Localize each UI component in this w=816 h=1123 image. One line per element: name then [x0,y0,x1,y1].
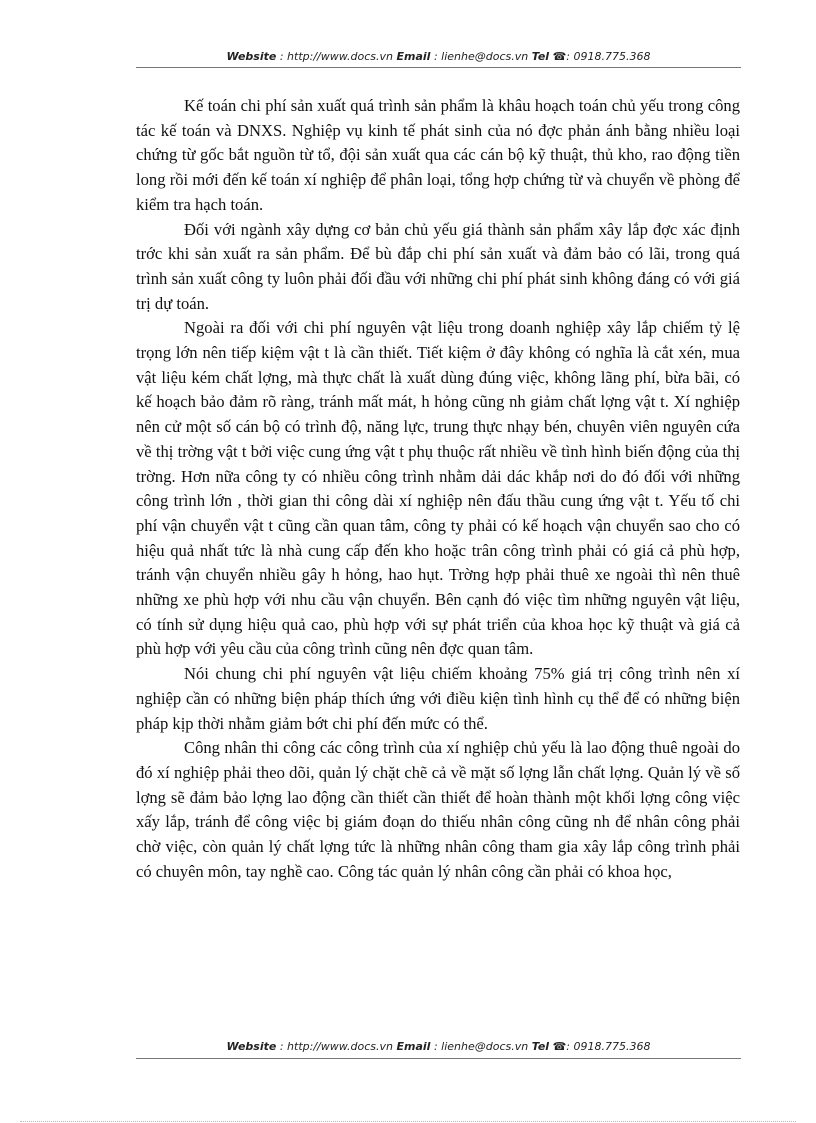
page-boundary [20,1121,796,1122]
paragraph: Công nhân thi công các công trình của xí nghiệp chủ yếu là lao động thuê ngoài do đó xí nghiệp phải theo dõi, quản lý chặt chẽ cả về mặt số lợng lẫn chất lợng. Quản lý về số lợng sẽ đảm bảo lợng lao động cần thiết cần thiết để hoàn thành một khối lợng công việc xấy lắp, tránh để công việc bị giám đoạn do thiếu nhân công cũng nh để nhân công phải chờ việc, còn quản lý chất lợng tức là những nhân công tham gia xây lắp công trình phải có chuyên môn, tay nghề cao. Công tác quản lý nhân công cần phải có khoa học, [136,738,740,881]
footer-email-link[interactable]: : lienhe@docs.vn [433,1040,529,1053]
phone-icon: ☎ [552,1040,567,1053]
footer-website-label: Website [226,1040,277,1053]
header-tel-value: : 0918.775.368 [566,50,651,63]
paragraph: Ngoài ra đối với chi phí nguyên vật liệu trong doanh nghiệp xây lắp chiếm tỷ lệ trọng lớn nên tiếp kiệm vật t là cần thiết. Tiết kiệm ở đây không có nghĩa là cắt xén, mua vật liệu kém chất lợng, mà thực chất là xuất dùng đúng việc, không lãng phí, bừa bãi, có kế hoạch bảo đảm rõ ràng, tránh mất mát, h hỏng cũng nh giảm chất lợng vật t. Xí nghiệp nên cử một số cán bộ có trình độ, năng lực, trung thực nhạy bén, chuyên viên nguyên cứa về thị trờng vật t bởi việc cung ứng vật t phụ thuộc rất nhiều về tình hình biến động của thị trờng. Hơn nữa công ty có nhiều công trình nhằm dải dác khắp nơi do đó đối với những công trình lớn , thời gian thi công dài xí nghiệp nên đấu thầu cung ứng vật t. Yếu tố chi phí vận chuyển vật t cũng cần quan tâm, công ty phải có kế hoạch vận chuyển sao cho có hiệu quả nhất tức là nhà cung cấp đến kho hoặc trân công trình phải có giá cả phù hợp, tránh vận chuyển nhiều gây h hỏng, hao hụt. Trờng hợp phải thuê xe ngoài thì nên thuê những xe phù hợp với nhu cầu vận chuyển. Bên cạnh đó việc tìm những nguyên vật liệu, có tính sử dụng hiệu quả cao, phù hợp với sự phát triển của khoa học kỹ thuật và giá cả phù hợp với yêu cầu của công trình cũng nên đợc quan tâm. [136,318,740,659]
header-divider [136,67,741,68]
document-body [136,94,740,885]
paragraph: Kế toán chi phí sản xuất quá trình sản phẩm là khâu hoạch toán chủ yếu trong công tác kế toán và DNXS. Nghiệp vụ kinh tế phát sinh của nó đợc phản ánh bằng nhiều loại chứng từ gốc bắt nguồn từ tổ, đội sản xuất qua các cán bộ kỹ thuật, thủ kho, rao động tiền long rồi mới đến kế toán xí nghiệp để phân loại, tổng hợp chứng từ và chuyển về phòng để kiểm tra hạch toán. [136,96,740,214]
footer-divider [136,1058,741,1059]
header-website-label: Website [226,50,277,63]
page-footer [136,1040,741,1053]
header-website-link[interactable]: : http://www.docs.vn [279,50,394,63]
page-header [136,50,741,63]
paragraph: Nói chung chi phí nguyên vật liệu chiếm khoảng 75% giá trị công trình nên xí nghiệp cần có những biện pháp thích ứng với điều kiện tình hình cụ thể để có những biện pháp kịp thời nhằm giảm bớt chi phí đến mức có thể. [136,664,740,733]
paragraph: Đối với ngành xây dựng cơ bản chủ yếu giá thành sản phẩm xây lắp đợc xác định trớc khi sản xuất ra sản phẩm. Để bù đắp chi phí sản xuất và đảm bảo có lãi, trong quá trình sản xuất công ty luôn phải đối đầu với những chi phí phát sinh không đáng có với giá trị dự toán. [136,219,740,313]
footer-tel-value: : 0918.775.368 [566,1040,651,1053]
header-email-link[interactable]: : lienhe@docs.vn [433,50,529,63]
footer-website-link[interactable]: : http://www.docs.vn [279,1040,394,1053]
footer-email-label: Email [396,1040,431,1053]
phone-icon: ☎ [552,50,567,63]
footer-tel-label: Tel [531,1040,550,1053]
header-tel-label: Tel [531,50,550,63]
header-email-label: Email [396,50,431,63]
